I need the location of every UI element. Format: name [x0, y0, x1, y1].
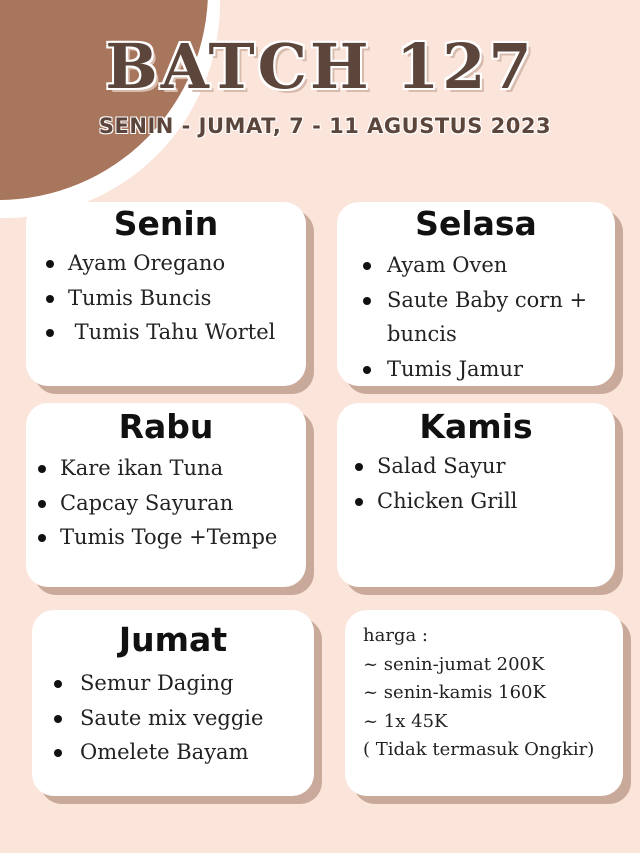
bullet-icon — [363, 262, 371, 270]
menu-item: Semur Daging — [54, 666, 314, 701]
bullet-icon — [54, 680, 62, 688]
menu-item: Tumis Tahu Wortel — [46, 315, 306, 350]
bullet-icon — [54, 749, 62, 757]
bullet-icon — [46, 260, 54, 268]
bullet-icon — [355, 498, 363, 506]
day-heading-jumat: Jumat — [118, 620, 228, 659]
menu-card-jumat — [32, 610, 314, 796]
price-line: ~ senin-kamis 160K — [363, 682, 546, 703]
menu-item: Ayam Oregano — [46, 246, 306, 281]
bullet-icon — [46, 329, 54, 337]
bullet-icon — [38, 500, 46, 508]
price-card — [345, 610, 623, 796]
page-title: BATCH 127 — [105, 30, 535, 103]
bullet-icon — [38, 534, 46, 542]
menu-list-rabu — [38, 451, 306, 555]
price-label: harga : — [363, 625, 428, 646]
menu-card-rabu — [26, 403, 306, 587]
menu-item: Salad Sayur — [355, 449, 615, 484]
menu-item: Ayam Oven — [363, 248, 615, 283]
day-heading-selasa: Selasa — [415, 204, 537, 243]
menu-item: Capcay Sayuran — [38, 486, 306, 521]
menu-item: Kare ikan Tuna — [38, 451, 306, 486]
bullet-icon — [38, 465, 46, 473]
menu-list-senin — [46, 246, 306, 350]
price-note: ( Tidak termasuk Ongkir) — [363, 739, 595, 760]
bullet-icon — [363, 297, 371, 305]
menu-card-senin — [26, 202, 306, 386]
day-heading-rabu: Rabu — [118, 407, 214, 446]
price-line: ~ senin-jumat 200K — [363, 653, 545, 675]
menu-item: Saute Baby corn + buncis — [363, 283, 615, 352]
menu-card-selasa — [337, 202, 615, 386]
menu-item: Tumis Buncis — [46, 281, 306, 316]
bullet-icon — [355, 463, 363, 471]
menu-item: Tumis Jamur — [363, 352, 615, 387]
menu-item: Omelete Bayam — [54, 735, 314, 770]
day-heading-kamis: Kamis — [419, 407, 533, 446]
bullet-icon — [363, 366, 371, 374]
day-heading-senin: Senin — [113, 204, 219, 243]
menu-item: Tumis Toge +Tempe — [38, 520, 306, 555]
page-subtitle: SENIN - JUMAT, 7 - 11 AGUSTUS 2023 — [98, 114, 552, 138]
price-line: ~ 1x 45K — [363, 710, 448, 732]
menu-item: Saute mix veggie — [54, 701, 314, 736]
menu-list-selasa — [363, 248, 615, 386]
menu-item: Chicken Grill — [355, 484, 615, 519]
menu-card-kamis — [337, 403, 615, 587]
menu-list-kamis — [355, 449, 615, 518]
bullet-icon — [54, 715, 62, 723]
menu-list-jumat — [54, 666, 314, 770]
bullet-icon — [46, 295, 54, 303]
price-list — [363, 622, 623, 765]
